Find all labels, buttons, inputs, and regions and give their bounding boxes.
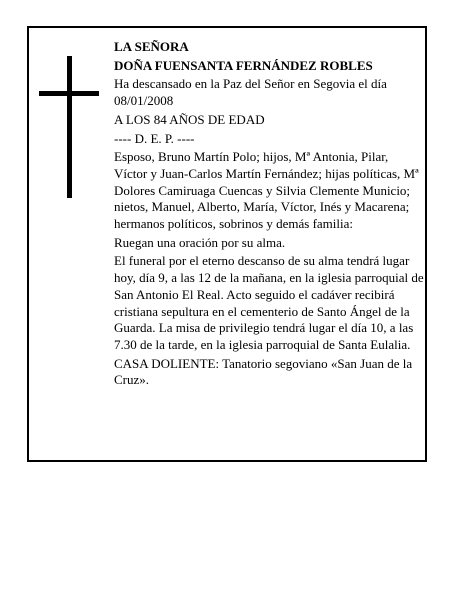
title-line-1: LA SEÑORA <box>114 39 189 54</box>
funeral-paragraph: El funeral por el eterno descanso de su alma tendrá lugar hoy, día 9, a las 12 de la mañana, en la iglesia parroquial de San Antonio El Real. Acto seguido el cadáver recibirá cristiana sepultura en el cementerio de Santo Ángel de la Guarda. La misa de privilegio tendrá lugar el día 10, a las 7.30 de la tarde, en la iglesia parroquial de Santa Eulalia. <box>114 253 424 352</box>
mourning-house-line: CASA DOLIENTE: Tanatorio segoviano «San Juan de la Cruz». <box>114 355 413 388</box>
obituary-notice <box>27 26 427 462</box>
cross-vertical-bar <box>67 56 72 198</box>
cross-horizontal-bar <box>39 91 99 96</box>
rip-line: ---- D. E. P. ---- <box>114 130 195 146</box>
family-paragraph: Esposo, Bruno Martín Polo; hijos, Mª Antonia, Pilar, Víctor y Juan-Carlos Martín Fernández; hijas políticas, Mª Dolores Camiruaga Cuencas y Silvia Clemente Municio; nietos, Manuel, Alberto, María, Víctor, Inés y Macarena; hermanos políticos, sobrinos y demás familia: <box>114 149 419 232</box>
rest-statement: Ha descansado en la Paz del Señor en Segovia el día 08/01/2008 <box>114 76 387 109</box>
cross-icon <box>39 56 99 198</box>
obituary-text <box>114 39 424 391</box>
age-statement: A LOS 84 AÑOS DE EDAD <box>114 111 265 127</box>
prayer-line: Ruegan una oración por su alma. <box>114 234 286 250</box>
deceased-name: DOÑA FUENSANTA FERNÁNDEZ ROBLES <box>114 57 373 73</box>
